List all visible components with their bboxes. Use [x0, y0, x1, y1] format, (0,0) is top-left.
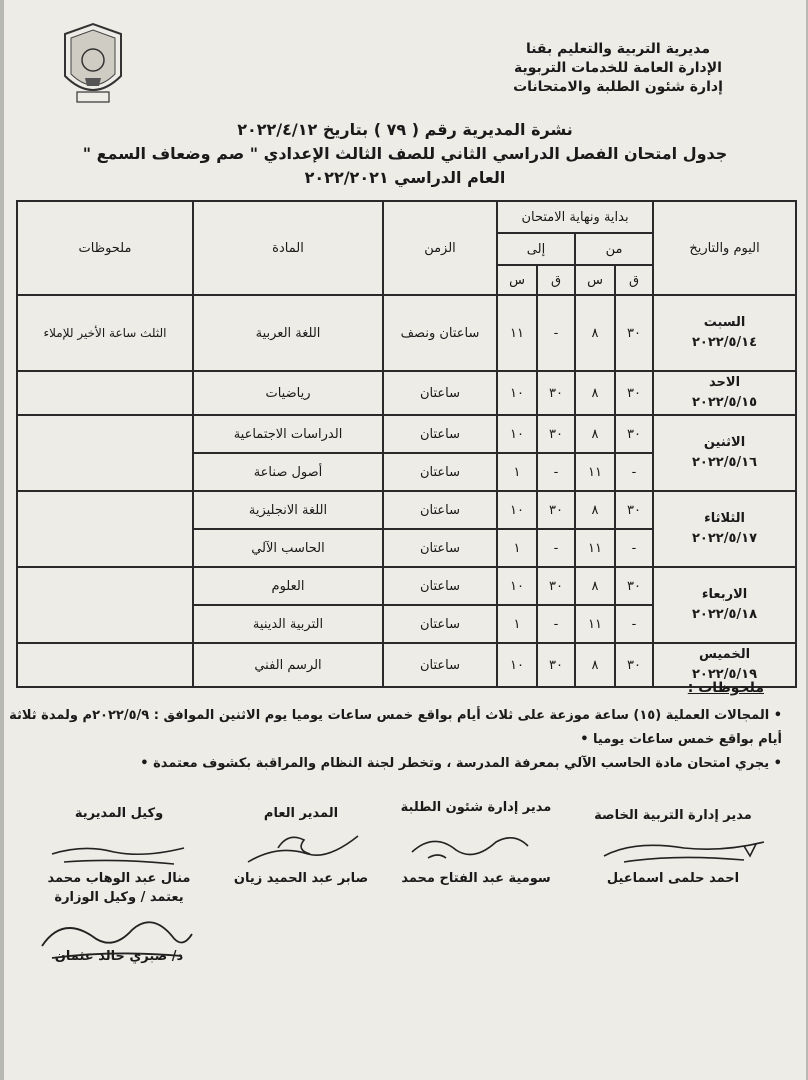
subject-cell: اللغة الانجليزية: [193, 491, 383, 529]
signature-title: المدير العام: [263, 806, 339, 821]
day-date: ٢٠٢٢/٥/١٧: [692, 531, 758, 546]
time-cell: -: [537, 529, 575, 567]
subject-cell: التربية الدينية: [193, 605, 383, 643]
notes-cell: الثلث ساعة الأخير للإملاء: [17, 295, 193, 371]
notes-cell: [17, 567, 193, 643]
day-date: ٢٠٢٢/٥/١٦: [692, 455, 758, 470]
day-date: ٢٠٢٢/٥/١٩: [692, 667, 758, 682]
org-line-3: إدارة شئون الطلبة والامتحانات: [513, 79, 723, 95]
header-time-span: بداية ونهاية الامتحان: [497, 201, 653, 233]
table-row: [17, 491, 796, 529]
time-cell: ٣٠: [537, 415, 575, 453]
approval-label: يعتمد / وكيل الوزارة: [54, 890, 184, 905]
handwritten-signature-2-icon: [404, 822, 534, 868]
time-cell: ١٠: [497, 415, 537, 453]
header-minutes: ق: [537, 265, 575, 295]
time-cell: ١: [497, 453, 537, 491]
table-row: [17, 295, 796, 371]
day-date-cell: [653, 295, 796, 371]
notes-cell: [17, 491, 193, 567]
duration-cell: ساعتان: [383, 453, 497, 491]
note-line-2: • يجري امتحان مادة الحاسب الآلي بمعرفة المدرسة ، وتخطر لجنة النظام والمراقبة بكشوف معتمدة •: [140, 756, 782, 771]
time-cell: ١١: [575, 605, 615, 643]
time-cell: ١: [497, 605, 537, 643]
time-cell: ٣٠: [615, 491, 653, 529]
bulletin-number: نشرة المديرية رقم ( ٧٩ ) بتاريخ ٢٠٢٢/٤/١٢: [237, 120, 573, 139]
time-cell: -: [615, 605, 653, 643]
signature-name: سومية عبد الفتاح محمد: [401, 871, 551, 886]
time-cell: ٣٠: [537, 643, 575, 687]
time-cell: ٣٠: [615, 295, 653, 371]
duration-cell: ساعتان: [383, 605, 497, 643]
header-hours: س: [575, 265, 615, 295]
header-subject: المادة: [193, 201, 383, 295]
day-date: ٢٠٢٢/٥/١٨: [692, 607, 758, 622]
day-date: ٢٠٢٢/٥/١٥: [692, 395, 758, 410]
day-name: الاحد: [709, 375, 741, 390]
subject-cell: اللغة العربية: [193, 295, 383, 371]
signature-title: مدير إدارة التربية الخاصة: [594, 808, 752, 823]
table-row: [17, 643, 796, 687]
time-cell: ٣٠: [615, 371, 653, 415]
day-name: الثلاثاء: [704, 511, 745, 526]
document-titles: [4, 118, 806, 190]
duration-cell: ساعتان: [383, 529, 497, 567]
duration-cell: ساعتان: [383, 491, 497, 529]
time-cell: -: [537, 453, 575, 491]
notes-heading: ملحوظات :: [687, 680, 764, 696]
time-cell: ٣٠: [615, 415, 653, 453]
notes-cell: [17, 371, 193, 415]
subject-cell: رياضيات: [193, 371, 383, 415]
signature-name: منال عبد الوهاب محمد: [47, 871, 191, 886]
subject-cell: الحاسب الآلي: [193, 529, 383, 567]
note-line-1b: أيام بواقع خمس ساعات يوميا •: [580, 732, 782, 747]
table-row: [17, 415, 796, 453]
handwritten-signature-3-icon: [238, 824, 368, 870]
table-row: [17, 371, 796, 415]
duration-cell: ساعتان ونصف: [383, 295, 497, 371]
time-cell: ٣٠: [537, 567, 575, 605]
time-cell: ١٠: [497, 567, 537, 605]
header-to: إلى: [497, 233, 575, 265]
handwritten-signature-4-icon: [44, 830, 194, 870]
day-name: السبت: [703, 315, 746, 330]
duration-cell: ساعتان: [383, 415, 497, 453]
day-date-cell: [653, 371, 796, 415]
org-line-1: مديرية التربية والتعليم بقنا: [525, 41, 711, 57]
time-cell: ٨: [575, 371, 615, 415]
time-cell: ١٠: [497, 491, 537, 529]
header-day: اليوم والتاريخ: [653, 201, 796, 295]
header-notes: ملحوظات: [17, 201, 193, 295]
duration-cell: ساعتان: [383, 567, 497, 605]
day-date-cell: [653, 491, 796, 567]
notes-cell: [17, 415, 193, 491]
time-cell: ١٠: [497, 371, 537, 415]
header-minutes: ق: [615, 265, 653, 295]
ministry-emblem-icon: [59, 20, 127, 110]
time-cell: -: [615, 529, 653, 567]
ministry-deputy-name: د/ صبري خالد عثمان: [54, 949, 184, 964]
time-cell: ٨: [575, 415, 615, 453]
table-row: [17, 567, 796, 605]
handwritten-signature-5-icon: [32, 906, 202, 966]
time-cell: -: [615, 453, 653, 491]
notes-cell: [17, 643, 193, 687]
day-name: الاربعاء: [701, 587, 748, 602]
time-cell: ٨: [575, 567, 615, 605]
time-cell: ١: [497, 529, 537, 567]
day-date: ٢٠٢٢/٥/١٤: [692, 335, 758, 350]
time-cell: ٣٠: [537, 371, 575, 415]
time-cell: -: [537, 605, 575, 643]
exam-schedule-table: [16, 200, 797, 688]
duration-cell: ساعتان: [383, 643, 497, 687]
note-line-1: • المجالات العملية (١٥) ساعة موزعة على ثلاث أيام بواقع خمس ساعات يوميا يوم الاثنين الموافق : ٢٠٢٢/٥/٩م ولمدة ثلاثة: [9, 708, 782, 723]
signature-name: صابر عبد الحميد زيان: [233, 871, 369, 886]
day-date-cell: [653, 415, 796, 491]
org-line-2: الإدارة العامة للخدمات التربوية: [514, 60, 722, 76]
time-cell: ٣٠: [615, 567, 653, 605]
time-cell: ١١: [497, 295, 537, 371]
academic-year: العام الدراسي ٢٠٢٢/٢٠٢١: [304, 168, 506, 187]
time-cell: ٨: [575, 295, 615, 371]
signature-title: وكيل المديرية: [74, 806, 164, 821]
header-from: من: [575, 233, 653, 265]
time-cell: ٨: [575, 643, 615, 687]
time-cell: ١١: [575, 529, 615, 567]
day-name: الخميس: [698, 647, 751, 662]
signature-name: احمد حلمى اسماعيل: [606, 871, 740, 886]
schedule-title: جدول امتحان الفصل الدراسي الثاني للصف الثالث الإعدادي " صم وضعاف السمع ": [82, 144, 728, 163]
subject-cell: أصول صناعة: [193, 453, 383, 491]
time-cell: ٣٠: [615, 643, 653, 687]
time-cell: ١٠: [497, 643, 537, 687]
handwritten-signature-1-icon: [594, 826, 774, 872]
header-hours: س: [497, 265, 537, 295]
notes-block: [9, 704, 782, 776]
document-page: [4, 0, 806, 1080]
time-cell: -: [537, 295, 575, 371]
header-duration: الزمن: [383, 201, 497, 295]
time-cell: ٣٠: [537, 491, 575, 529]
subject-cell: الدراسات الاجتماعية: [193, 415, 383, 453]
subject-cell: العلوم: [193, 567, 383, 605]
time-cell: ١١: [575, 453, 615, 491]
subject-cell: الرسم الفني: [193, 643, 383, 687]
time-cell: ٨: [575, 491, 615, 529]
signature-title: مدير إدارة شئون الطلبة: [400, 800, 552, 815]
day-name: الاثنين: [703, 435, 746, 450]
duration-cell: ساعتان: [383, 371, 497, 415]
day-date-cell: [653, 567, 796, 643]
organization-header: [488, 40, 748, 97]
